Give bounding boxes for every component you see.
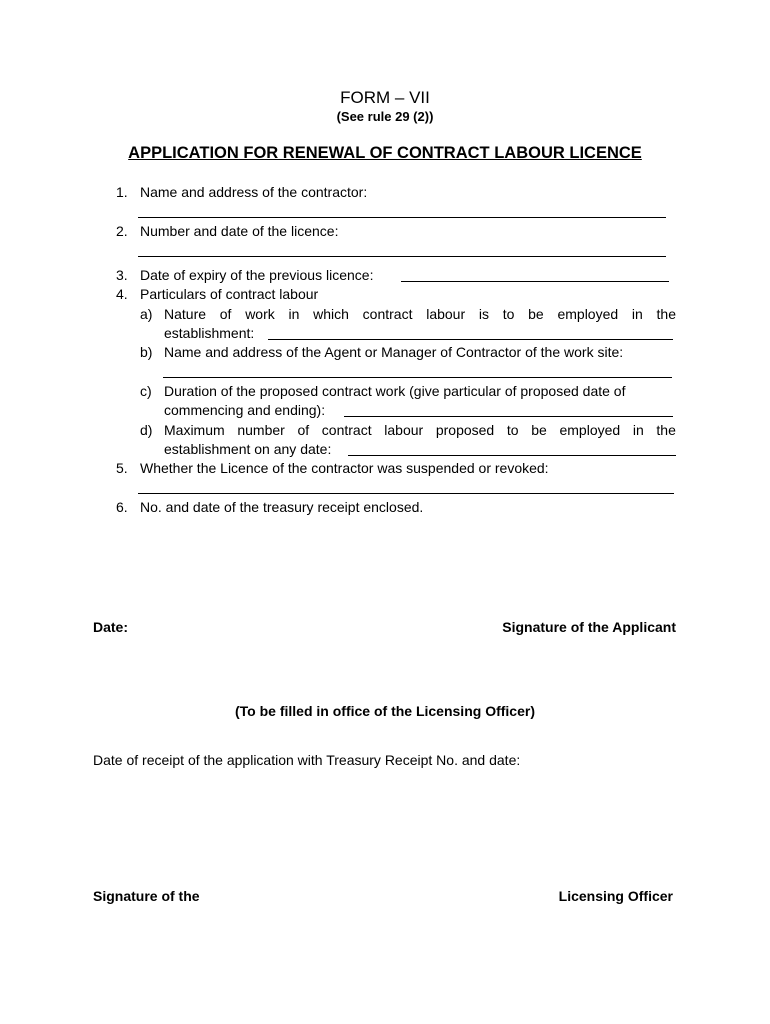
item-6-number: 6. (116, 499, 128, 515)
licensing-officer-label: Licensing Officer (558, 888, 673, 904)
word: in (632, 422, 644, 438)
word: which (313, 306, 349, 322)
item-4c-fill-line[interactable] (344, 416, 673, 417)
item-4-label: Particulars of contract labour (140, 286, 319, 302)
item-4b-mark: b) (140, 344, 153, 360)
word: of (219, 306, 232, 322)
item-4a-line-1 (164, 306, 676, 322)
word: of (297, 422, 310, 438)
form-rule-reference: (See rule 29 (2)) (336, 109, 434, 124)
item-4d-mark: d) (140, 422, 153, 438)
item-3-label: Date of expiry of the previous licence: (140, 267, 374, 283)
word: proposed (435, 422, 495, 438)
item-1-fill-line[interactable] (138, 217, 666, 218)
item-4b-fill-line[interactable] (163, 377, 672, 378)
item-1-label: Name and address of the contractor: (140, 184, 368, 200)
page-title: APPLICATION FOR RENEWAL OF CONTRACT LABOUR LICENCE (128, 144, 642, 162)
date-label: Date: (93, 619, 129, 635)
word: be (531, 422, 547, 438)
word: number (237, 422, 285, 438)
signature-applicant-label: Signature of the Applicant (502, 619, 676, 635)
word: the (656, 306, 676, 322)
item-4c-mark: c) (140, 383, 152, 399)
form-title: FORM – VII (340, 88, 430, 107)
item-4a-fill-line[interactable] (268, 339, 673, 340)
word: contract (321, 422, 372, 438)
word: work (245, 306, 275, 322)
word: Nature (164, 306, 207, 322)
item-4b-label: Name and address of the Agent or Manager of Contractor of the work site: (164, 344, 624, 360)
item-4-number: 4. (116, 286, 128, 302)
word: to (506, 422, 519, 438)
item-4d-line-1 (164, 422, 676, 438)
item-5-fill-line[interactable] (138, 493, 674, 494)
item-4c-line-1: Duration of the proposed contract work (give particular of proposed date of (164, 383, 626, 399)
word: Maximum (164, 422, 225, 438)
word: labour (426, 306, 466, 322)
word: is (478, 306, 489, 322)
word: to (502, 306, 515, 322)
item-2-fill-line[interactable] (138, 256, 666, 257)
item-3-fill-line[interactable] (401, 281, 669, 282)
word: the (656, 422, 676, 438)
item-2-number: 2. (116, 223, 128, 239)
word: employed (559, 422, 621, 438)
word: employed (557, 306, 619, 322)
item-4a-line-2: establishment: (164, 325, 255, 341)
item-2-label: Number and date of the licence: (140, 223, 339, 239)
word: in (288, 306, 300, 322)
receipt-date-label: Date of receipt of the application with Treasury Receipt No. and date: (93, 752, 521, 768)
word: contract (362, 306, 413, 322)
signature-of-the-label: Signature of the (93, 888, 200, 904)
item-4c-line-2: commencing and ending): (164, 402, 326, 418)
item-5-label: Whether the Licence of the contractor was suspended or revoked: (140, 460, 549, 476)
word: in (631, 306, 643, 322)
item-4a-mark: a) (140, 306, 153, 322)
item-3-number: 3. (116, 267, 128, 283)
item-6-label: No. and date of the treasury receipt enclosed. (140, 499, 424, 515)
word: be (528, 306, 544, 322)
word: labour (384, 422, 424, 438)
item-5-number: 5. (116, 460, 128, 476)
item-4d-line-2: establishment on any date: (164, 441, 332, 457)
item-4d-fill-line[interactable] (348, 455, 676, 456)
office-use-note: (To be filled in office of the Licensing Officer) (235, 703, 535, 719)
item-1-number: 1. (116, 184, 128, 200)
